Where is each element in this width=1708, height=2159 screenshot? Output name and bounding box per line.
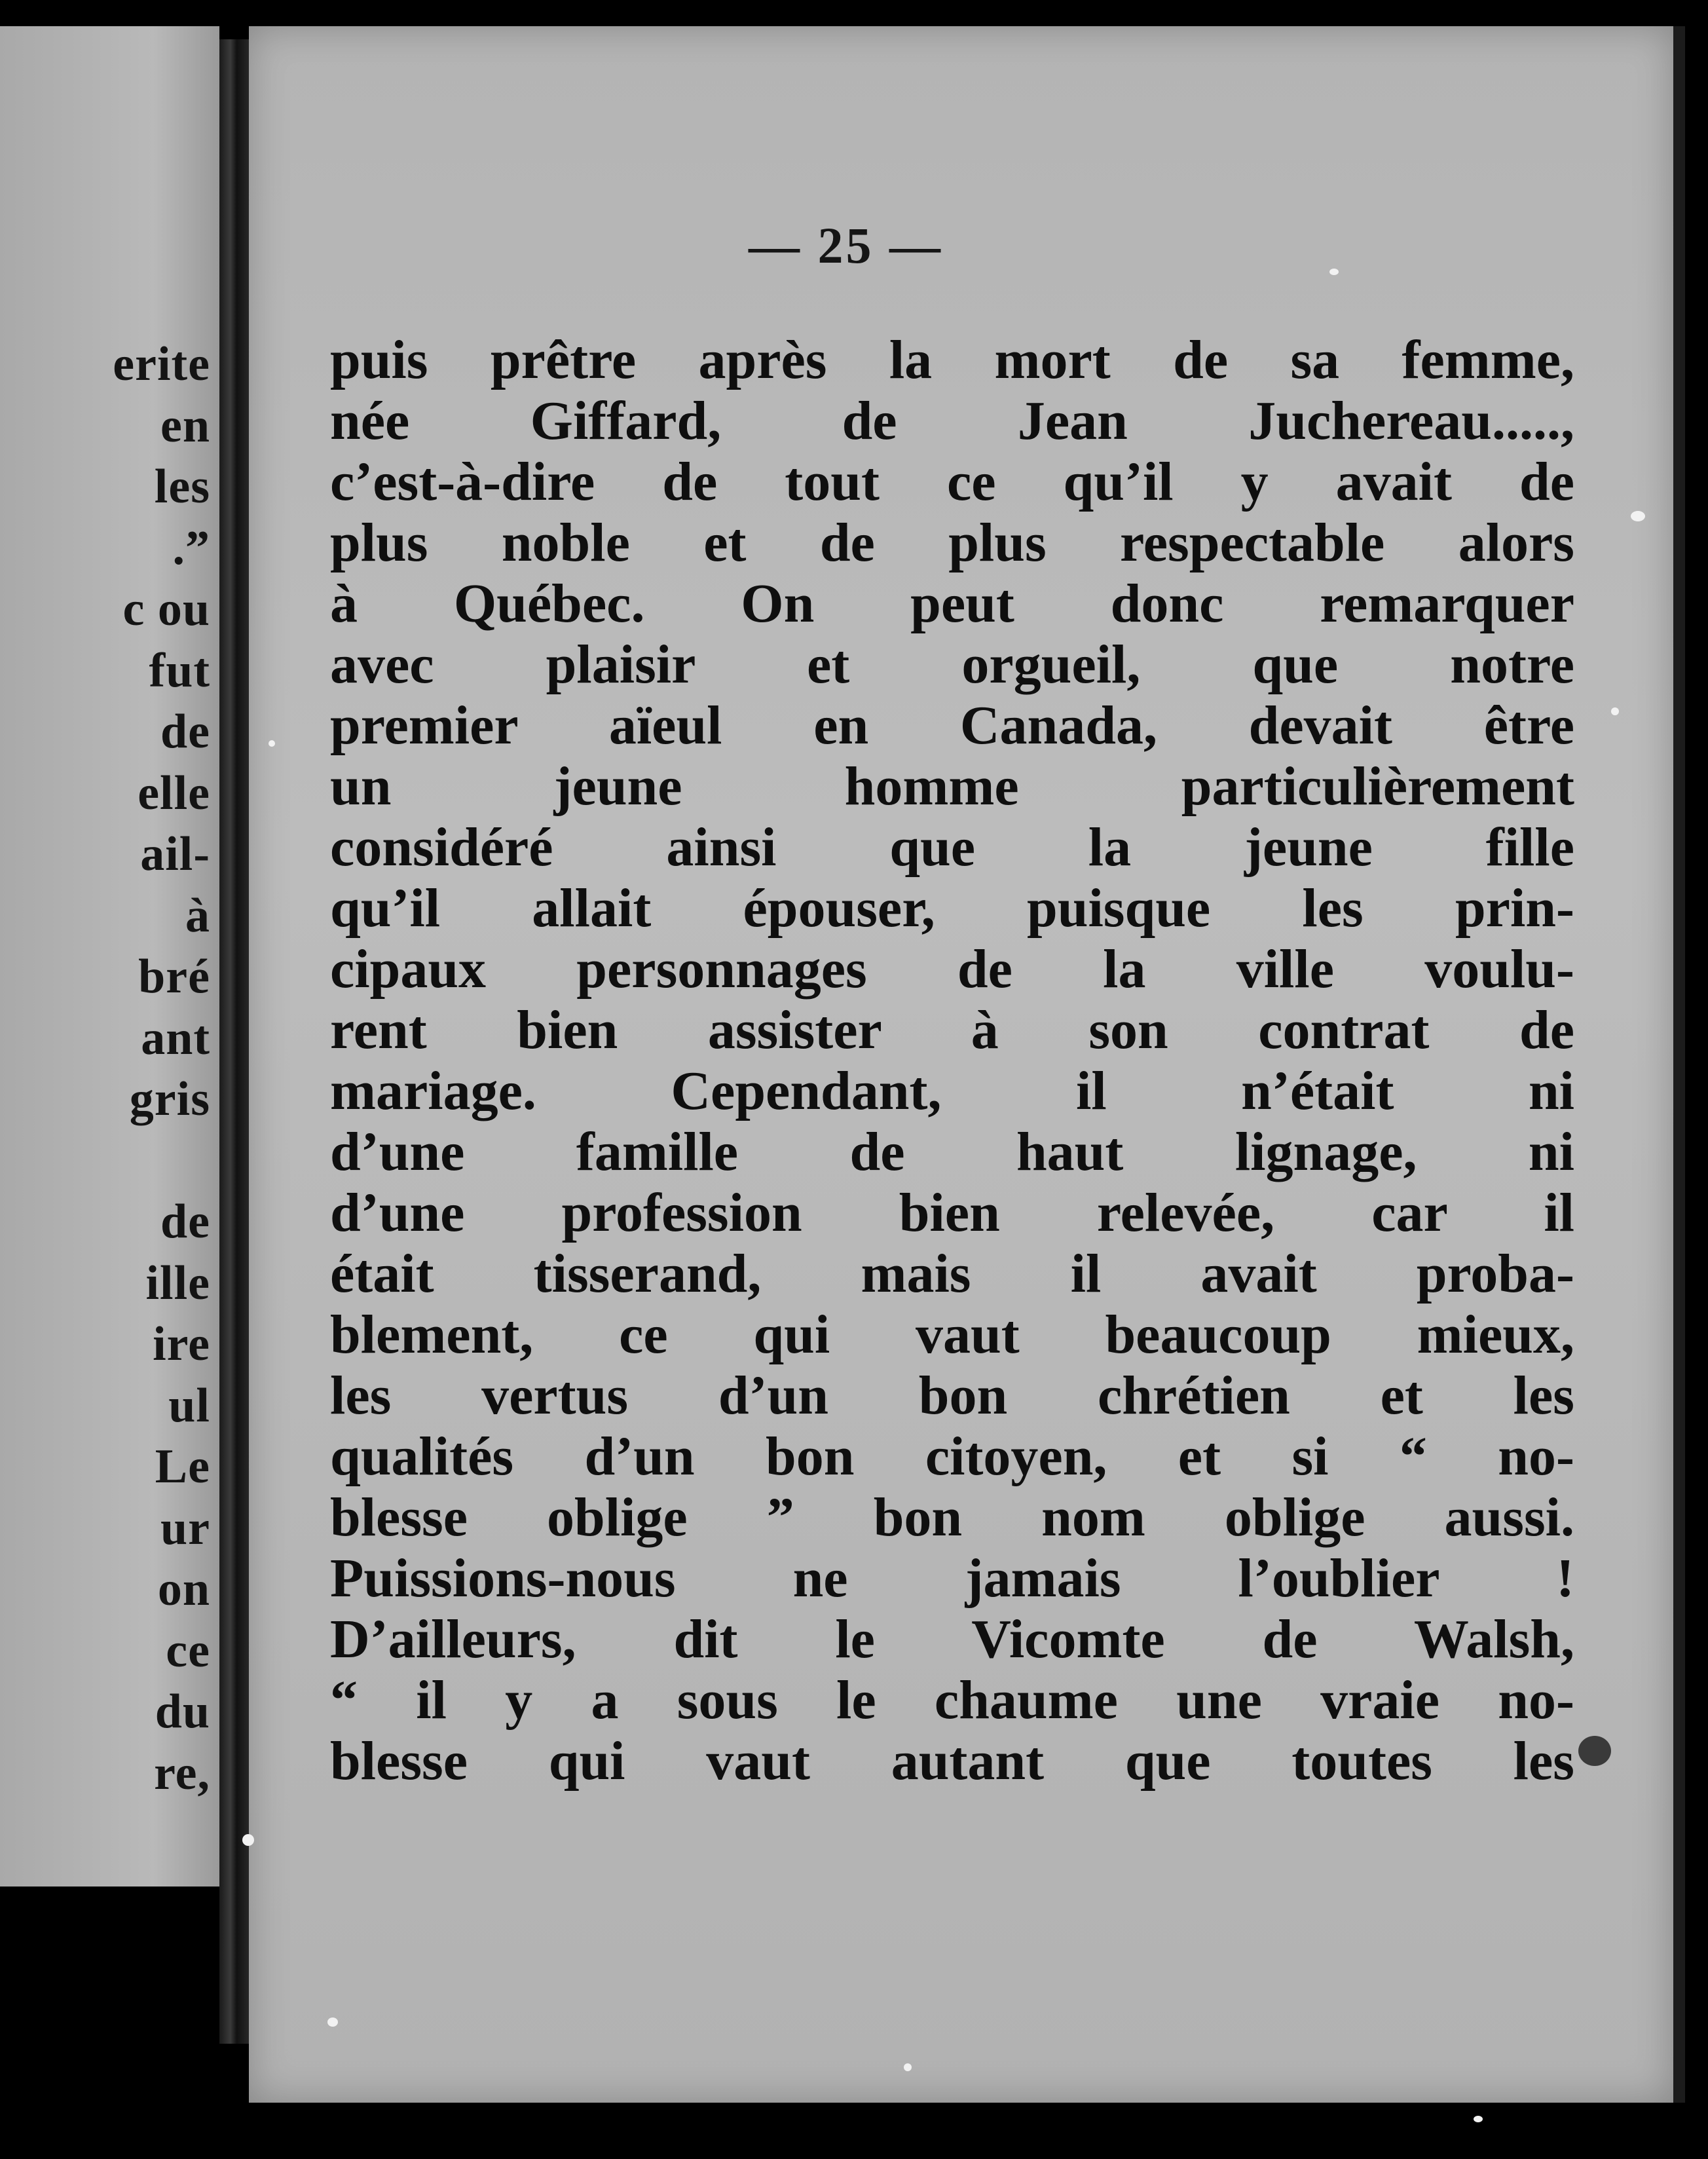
text-line: qu’il allait épouser, puisque les prin-: [330, 878, 1574, 939]
text-line: un jeune homme particulièrement: [330, 756, 1574, 817]
left-page-fragment: re,: [154, 1746, 210, 1800]
left-page-fragment: ur: [160, 1501, 210, 1555]
text-line: puis prêtre après la mort de sa femme,: [330, 329, 1574, 390]
left-page-fragment: de: [160, 705, 210, 759]
left-page-fragment: ce: [166, 1623, 210, 1678]
left-page-fragment: ul: [168, 1378, 210, 1433]
left-page-fragment: ant: [141, 1011, 210, 1065]
scan-speck: [1329, 269, 1339, 275]
left-page-fragment: erite: [113, 337, 210, 391]
left-page-fragment: elle: [138, 766, 210, 820]
book-gutter: [219, 39, 251, 2044]
left-page-fragment: .”: [172, 521, 210, 575]
scan-speck: [904, 2063, 912, 2071]
text-line: était tisserand, mais il avait proba-: [330, 1243, 1574, 1304]
text-line: considéré ainsi que la jeune fille: [330, 817, 1574, 878]
left-page-fragment: gris: [129, 1072, 210, 1126]
left-facing-page: [0, 26, 219, 1887]
scan-speck: [327, 2018, 338, 2027]
text-line: qualités d’un bon citoyen, et si “ no-: [330, 1426, 1574, 1487]
text-line: plus noble et de plus respectable alors: [330, 512, 1574, 573]
left-page-fragment: ire: [153, 1317, 210, 1371]
scan-blot: [1578, 1736, 1611, 1766]
text-line: d’une famille de haut lignage, ni: [330, 1121, 1574, 1182]
text-line: née Giffard, de Jean Juchereau.....,: [330, 390, 1574, 451]
text-line: blement, ce qui vaut beaucoup mieux,: [330, 1304, 1574, 1365]
left-page-fragment: ille: [145, 1256, 210, 1310]
left-page-fragment: Le: [155, 1440, 210, 1493]
text-line: blesse qui vaut autant que toutes les: [330, 1731, 1574, 1792]
text-line: les vertus d’un bon chrétien et les: [330, 1365, 1574, 1426]
text-line: mariage. Cependant, il n’était ni: [330, 1061, 1574, 1121]
text-line: Puissions-nous ne jamais l’oublier !: [330, 1548, 1574, 1609]
text-line: c’est-à-dire de tout ce qu’il y avait de: [330, 451, 1574, 512]
text-line: blesse oblige ” bon nom oblige aussi.: [330, 1487, 1574, 1548]
right-page: [249, 26, 1673, 2103]
text-line: premier aïeul en Canada, devait être: [330, 695, 1574, 756]
left-page-fragment: en: [160, 398, 210, 453]
body-text: [330, 329, 1574, 1792]
text-line: avec plaisir et orgueil, que notre: [330, 634, 1574, 695]
left-page-fragment: du: [155, 1685, 210, 1738]
text-line: D’ailleurs, dit le Vicomte de Walsh,: [330, 1609, 1574, 1670]
text-line: cipaux personnages de la ville voulu-: [330, 939, 1574, 1000]
left-page-fragment: fut: [149, 643, 210, 698]
scan-speck: [269, 740, 275, 747]
left-page-fragment: c ou: [122, 582, 210, 636]
text-line: rent bien assister à son contrat de: [330, 1000, 1574, 1061]
text-line: à Québec. On peut donc remarquer: [330, 573, 1574, 634]
left-page-text-fragments: [113, 334, 210, 1804]
left-page-fragment: à: [185, 888, 210, 943]
scan-speck: [1611, 707, 1619, 715]
page-number: — 25 —: [749, 217, 943, 274]
scan-speck: [1474, 2116, 1483, 2122]
scan-edge: [1673, 26, 1685, 2103]
left-page-fragment: ail-: [140, 827, 210, 881]
left-page-fragment: les: [154, 460, 210, 514]
scan-speck: [1631, 511, 1645, 521]
left-page-fragment: bré: [138, 950, 210, 1004]
text-line: “ il y a sous le chaume une vraie no-: [330, 1670, 1574, 1731]
left-page-fragment: on: [157, 1562, 210, 1616]
left-page-fragment: de: [160, 1195, 210, 1248]
scan-speck: [242, 1834, 254, 1846]
text-line: d’une profession bien relevée, car il: [330, 1182, 1574, 1243]
